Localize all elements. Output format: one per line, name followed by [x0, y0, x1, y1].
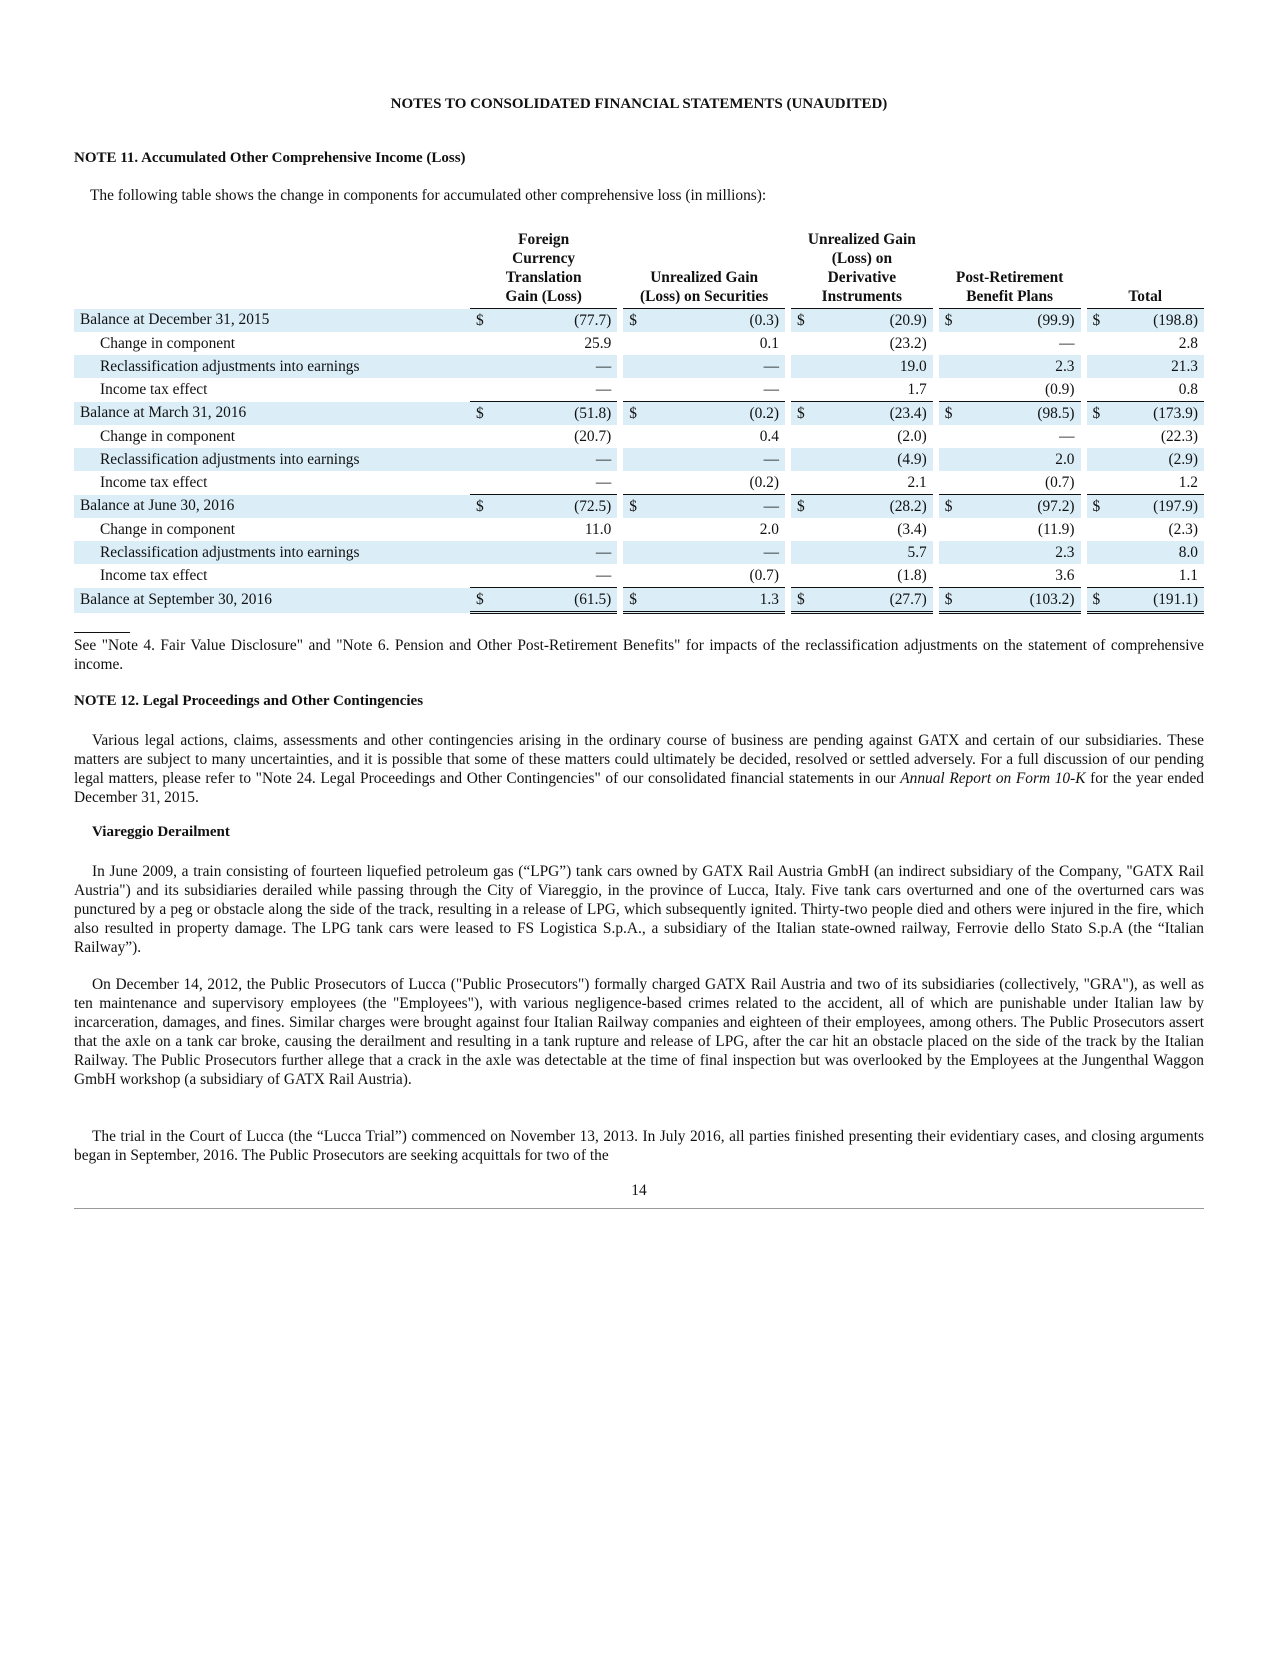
cell-value: 1.7	[907, 380, 927, 398]
currency-symbol: $	[1087, 309, 1117, 333]
currency-symbol	[939, 541, 969, 564]
currency-symbol: $	[470, 402, 500, 426]
table-row	[74, 471, 1204, 495]
currency-symbol	[623, 471, 653, 495]
currency-symbol	[1087, 355, 1117, 378]
currency-symbol	[1087, 448, 1117, 471]
currency-symbol	[623, 518, 653, 541]
currency-symbol	[470, 355, 500, 378]
column-header: Foreign Currency Translation Gain (Loss)	[470, 230, 617, 309]
currency-symbol: $	[791, 495, 821, 519]
currency-symbol: $	[623, 588, 653, 613]
currency-symbol	[470, 564, 500, 588]
currency-symbol	[470, 541, 500, 564]
cell-value: —	[595, 566, 612, 584]
cell-value: (197.9)	[1117, 495, 1204, 519]
cell-value: (2.9)	[1117, 448, 1204, 471]
cell-value: (0.3)	[653, 309, 785, 333]
currency-symbol	[470, 518, 500, 541]
currency-symbol	[939, 378, 969, 402]
row-label: Reclassification adjustments into earnings	[74, 448, 470, 471]
currency-symbol: $	[623, 495, 653, 519]
note-12-paragraph-1: Various legal actions, claims, assessments and other contingencies arising in the ordinary course of business are pending against GATX and certain of our subsidiaries. These matters are subject to many uncertainties, and it is possible that some of these matters could ultimately be decided, resolved or settled adversely. For a full discussion of our pending legal matters, please refer to "Note 24. Legal Proceedings and Other Contingencies" of our consolidated financial statements in our Annual Report on Form 10-K for the year ended December 31, 2015.	[74, 732, 1204, 806]
column-header: Unrealized Gain (Loss) on Securities	[623, 230, 785, 309]
row-label: Income tax effect	[100, 473, 208, 491]
table-row	[74, 564, 1204, 588]
currency-symbol	[791, 448, 821, 471]
cell-value: 2.3	[969, 541, 1081, 564]
currency-symbol	[1087, 541, 1117, 564]
column-header: Post-Retirement Benefit Plans	[939, 230, 1081, 309]
cell-value: (198.8)	[1117, 309, 1204, 333]
cell-value: 3.6	[1055, 566, 1075, 584]
currency-symbol	[623, 541, 653, 564]
cell-value: —	[500, 541, 617, 564]
cell-value: (0.2)	[749, 473, 779, 491]
currency-symbol	[939, 518, 969, 541]
note-11-title: NOTE 11. Accumulated Other Comprehensive Income (Loss)	[74, 150, 466, 166]
currency-symbol	[791, 471, 821, 495]
cell-value: (20.9)	[821, 309, 933, 333]
table-row	[74, 309, 1204, 333]
currency-symbol	[470, 425, 500, 448]
cell-value: —	[1059, 334, 1075, 352]
note-11-intro: The following table shows the change in components for accumulated other comprehensive loss (in millions):	[90, 187, 767, 204]
cell-value: 1.1	[1178, 566, 1198, 584]
currency-symbol	[470, 471, 500, 495]
cell-value: (61.5)	[500, 588, 617, 613]
row-label: Balance at September 30, 2016	[74, 588, 470, 613]
column-header: Unrealized Gain (Loss) on Derivative Instruments	[791, 230, 933, 309]
currency-symbol: $	[1087, 402, 1117, 426]
table-row	[74, 495, 1204, 519]
cell-value: (77.7)	[500, 309, 617, 333]
table-row	[74, 541, 1204, 564]
cell-value: 0.4	[759, 427, 779, 445]
row-label: Income tax effect	[100, 566, 208, 584]
row-label: Change in component	[100, 427, 236, 445]
currency-symbol	[791, 564, 821, 588]
currency-symbol	[1087, 471, 1117, 495]
cell-value: (191.1)	[1117, 588, 1204, 613]
cell-value: 0.8	[1178, 380, 1198, 398]
table-row	[74, 588, 1204, 613]
cell-value: (98.5)	[969, 402, 1081, 426]
currency-symbol	[939, 332, 969, 355]
cell-value: (0.2)	[653, 402, 785, 426]
cell-value: —	[763, 380, 779, 398]
cell-value: —	[595, 380, 612, 398]
cell-value: (72.5)	[500, 495, 617, 519]
cell-value: (2.3)	[1168, 520, 1198, 538]
row-label: Reclassification adjustments into earnings	[74, 355, 470, 378]
row-label: Change in component	[100, 520, 236, 538]
table-row	[74, 448, 1204, 471]
table-header-row	[74, 230, 1204, 309]
cell-value: 5.7	[821, 541, 933, 564]
cell-value: 2.3	[969, 355, 1081, 378]
cell-value: (97.2)	[969, 495, 1081, 519]
currency-symbol: $	[623, 402, 653, 426]
cell-value: —	[1059, 427, 1075, 445]
row-label: Reclassification adjustments into earnings	[74, 541, 470, 564]
cell-value: (11.9)	[1037, 520, 1075, 538]
table-row	[74, 355, 1204, 378]
currency-symbol	[470, 378, 500, 402]
currency-symbol: $	[939, 309, 969, 333]
currency-symbol	[939, 448, 969, 471]
cell-value: —	[653, 355, 785, 378]
cell-value: 21.3	[1117, 355, 1204, 378]
currency-symbol	[1087, 378, 1117, 402]
currency-symbol	[623, 332, 653, 355]
cell-value: (0.9)	[1045, 380, 1075, 398]
cell-value: 11.0	[584, 520, 612, 538]
cell-value: (22.3)	[1160, 427, 1198, 445]
currency-symbol	[791, 378, 821, 402]
page-number: 14	[631, 1182, 647, 1199]
currency-symbol	[1087, 518, 1117, 541]
currency-symbol: $	[1087, 588, 1117, 613]
cell-value: (23.2)	[889, 334, 927, 352]
report-title: Annual Report on Form 10-K	[900, 770, 1086, 787]
cell-value: (103.2)	[969, 588, 1081, 613]
currency-symbol: $	[470, 309, 500, 333]
cell-value: (1.8)	[897, 566, 927, 584]
cell-value: 8.0	[1117, 541, 1204, 564]
currency-symbol: $	[623, 309, 653, 333]
currency-symbol: $	[470, 495, 500, 519]
currency-symbol: $	[791, 402, 821, 426]
currency-symbol	[623, 564, 653, 588]
cell-value: (0.7)	[749, 566, 779, 584]
cell-value: (23.4)	[821, 402, 933, 426]
cell-value: 1.2	[1178, 473, 1198, 491]
cell-value: —	[653, 541, 785, 564]
cell-value: (20.7)	[574, 427, 612, 445]
currency-symbol: $	[939, 588, 969, 613]
currency-symbol: $	[791, 309, 821, 333]
row-label: Balance at December 31, 2015	[74, 309, 470, 333]
cell-value: —	[595, 473, 612, 491]
viareggio-subheading: Viareggio Derailment	[92, 824, 230, 840]
cell-value: 0.1	[759, 334, 779, 352]
cell-value: 25.9	[584, 334, 612, 352]
currency-symbol: $	[791, 588, 821, 613]
table-row	[74, 425, 1204, 448]
currency-symbol	[1087, 332, 1117, 355]
cell-value: —	[653, 495, 785, 519]
currency-symbol	[939, 425, 969, 448]
cell-value: (51.8)	[500, 402, 617, 426]
currency-symbol	[791, 355, 821, 378]
cell-value: 2.8	[1178, 334, 1198, 352]
table-row	[74, 332, 1204, 355]
note-12-paragraph-2: In June 2009, a train consisting of fourteen liquefied petroleum gas (“LPG”) tank cars owned by GATX Rail Austria GmbH (an indirect subsidiary of the Company, "GATX Rail Austria") and its subsidiaries derailed while passing through the City of Viareggio, in the province of Lucca, Italy. Five tank cars overturned and one of the overturned cars was punctured by a peg or obstacle along the side of the track, resulting in a release of LPG, which subsequently ignited. Thirty-two people died and others were injured in the fire, which also resulted in property damage. The LPG tank cars were leased to FS Logistica S.p.A., a subsidiary of the Italian state-owned railway, Ferrovie dello Stato S.p.A (the “Italian Railway”).	[74, 863, 1204, 956]
cell-value: 2.0	[969, 448, 1081, 471]
currency-symbol	[623, 448, 653, 471]
note-11-footnote: See "Note 4. Fair Value Disclosure" and "Note 6. Pension and Other Post-Retirement Benefits" for impacts of the reclassification adjustments on the statement of comprehensive income.	[74, 637, 1204, 673]
cell-value: —	[500, 448, 617, 471]
footnote-rule	[74, 632, 130, 633]
table-row	[74, 378, 1204, 402]
cell-value: (173.9)	[1117, 402, 1204, 426]
cell-value: (0.7)	[1045, 473, 1075, 491]
cell-value: 2.1	[907, 473, 927, 491]
currency-symbol: $	[939, 495, 969, 519]
currency-symbol	[939, 564, 969, 588]
cell-value: —	[500, 355, 617, 378]
page-bottom-rule	[74, 1208, 1204, 1209]
currency-symbol: $	[1087, 495, 1117, 519]
currency-symbol	[939, 471, 969, 495]
row-label: Change in component	[100, 334, 236, 352]
currency-symbol: $	[470, 588, 500, 613]
table-row	[74, 402, 1204, 426]
row-label: Balance at March 31, 2016	[74, 402, 470, 426]
note-12-paragraph-4: The trial in the Court of Lucca (the “Lucca Trial”) commenced on November 13, 2013. In July 2016, all parties finished presenting their evidentiary cases, and closing arguments began in September, 2016. The Public Prosecutors are seeking acquittals for two of the	[74, 1128, 1204, 1164]
cell-value: (3.4)	[897, 520, 927, 538]
currency-symbol: $	[939, 402, 969, 426]
currency-symbol	[1087, 564, 1117, 588]
currency-symbol	[623, 355, 653, 378]
cell-value: 2.0	[759, 520, 779, 538]
currency-symbol	[623, 378, 653, 402]
currency-symbol	[791, 518, 821, 541]
cell-value: 1.3	[653, 588, 785, 613]
currency-symbol	[470, 332, 500, 355]
currency-symbol	[470, 448, 500, 471]
row-label: Balance at June 30, 2016	[74, 495, 470, 519]
page-header: NOTES TO CONSOLIDATED FINANCIAL STATEMENTS (UNAUDITED)	[390, 96, 888, 112]
cell-value: —	[653, 448, 785, 471]
cell-value: (28.2)	[821, 495, 933, 519]
note-12-title: NOTE 12. Legal Proceedings and Other Contingencies	[74, 693, 424, 709]
currency-symbol	[939, 355, 969, 378]
currency-symbol	[623, 425, 653, 448]
currency-symbol	[791, 541, 821, 564]
currency-symbol	[791, 425, 821, 448]
cell-value: (4.9)	[821, 448, 933, 471]
aoci-table	[74, 230, 1204, 614]
cell-value: (99.9)	[969, 309, 1081, 333]
currency-symbol	[791, 332, 821, 355]
table-row	[74, 518, 1204, 541]
cell-value: (2.0)	[897, 427, 927, 445]
cell-value: (27.7)	[821, 588, 933, 613]
row-label: Income tax effect	[100, 380, 208, 398]
currency-symbol	[1087, 425, 1117, 448]
column-header: Total	[1087, 230, 1204, 309]
note-12-paragraph-3: On December 14, 2012, the Public Prosecutors of Lucca ("Public Prosecutors") formally charged GATX Rail Austria and two of its subsidiaries (collectively, "GRA"), as well as ten maintenance and supervisory employees (the "Employees"), with various negligence-based crimes related to the accident, all of which are punishable under Italian law by incarceration, damages, and fines. Similar charges were brought against four Italian Railway companies and eighteen of their employees, among others. The Public Prosecutors assert that the axle on a tank car broke, causing the derailment and resulting in a tank rupture and release of LPG, after the car hit an obstacle placed on the side of the track by the Italian Railway. The Public Prosecutors further allege that a crack in the axle was detectable at the time of final inspection but was overlooked by the Employees at the Jungenthal Waggon GmbH workshop (a subsidiary of GATX Rail Austria).	[74, 976, 1204, 1088]
cell-value: 19.0	[821, 355, 933, 378]
